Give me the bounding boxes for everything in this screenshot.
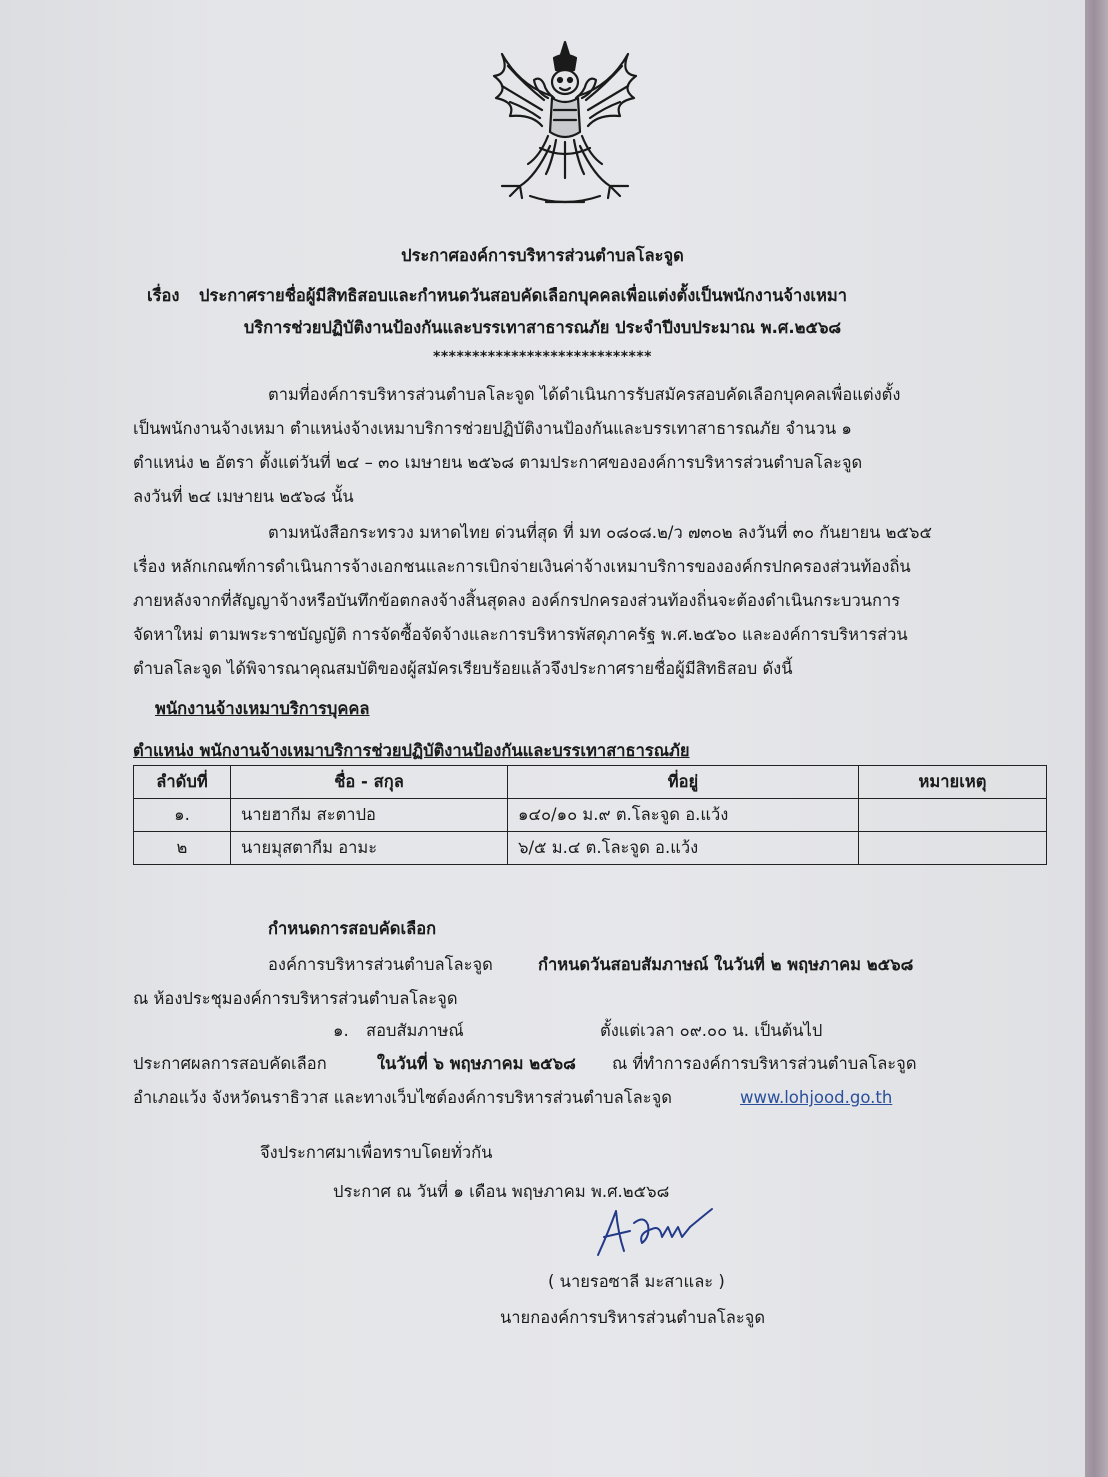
website-link[interactable]: www.lohjood.go.th: [740, 1088, 893, 1107]
result-line-a: ประกาศผลการสอบคัดเลือก: [133, 1054, 327, 1073]
exam-heading: กำหนดการสอบคัดเลือก: [268, 919, 437, 938]
exam-item-label: สอบสัมภาษณ์: [366, 1021, 464, 1040]
exam-item-time: ตั้งแต่เวลา ๐๙.๐๐ น. เป็นต้นไป: [600, 1021, 823, 1040]
subject-line-1: ประกาศรายชื่อผู้มีสิทธิสอบและกำหนดวันสอบคัดเลือกบุคคลเพื่อแต่งตั้งเป็นพนักงานจ้างเหมา: [199, 286, 848, 305]
exam-item-number: ๑.: [333, 1021, 349, 1040]
paragraph-1-line-2: เป็นพนักงานจ้างเหมา ตำแหน่งจ้างเหมาบริการช่วยปฏิบัติงานป้องกันและบรรเทาสาธารณภัย จำนวน ๑: [133, 419, 852, 438]
subject-label: เรื่อง: [147, 286, 180, 305]
result-line-b: ในวันที่ ๖ พฤษภาคม ๒๕๖๘: [377, 1054, 576, 1073]
row-name: นายมุสตากีม อามะ: [231, 832, 508, 865]
row-address: ๖/๕ ม.๔ ต.โละจูด อ.แว้ง: [508, 832, 859, 865]
divider-stars: ****************************: [433, 349, 652, 365]
signature-image: [590, 1203, 720, 1263]
paragraph-2-line-3: ภายหลังจากที่สัญญาจ้างหรือบันทึกข้อตกลงจ้างสิ้นสุดลง องค์กรปกครองส่วนท้องถิ่นจะต้องดำเนินกระบวนการ: [133, 591, 901, 610]
paragraph-1-line-3: ตำแหน่ง ๒ อัตรา ตั้งแต่วันที่ ๒๔ – ๓๐ เมษายน ๒๕๖๘ ตามประกาศขององค์การบริหารส่วนตำบลโละจูด: [133, 453, 863, 472]
row-order: ๑.: [134, 799, 231, 832]
row-remarks: [859, 799, 1047, 832]
announcement-title: ประกาศองค์การบริหารส่วนตำบลโละจูด: [401, 246, 684, 265]
paragraph-2-line-5: ตำบลโละจูด ได้พิจารณาคุณสมบัติของผู้สมัครเรียบร้อยแล้วจึงประกาศรายชื่อผู้มีสิทธิสอบ ดังนี้: [133, 659, 793, 678]
candidate-table: [133, 765, 1047, 865]
result-line-2: อำเภอแว้ง จังหวัดนราธิวาส และทางเว็บไซต์องค์การบริหารส่วนตำบลโละจูด: [133, 1088, 672, 1107]
table-row: [134, 799, 1047, 832]
closing-line-1: จึงประกาศมาเพื่อทราบโดยทั่วกัน: [260, 1143, 493, 1162]
paragraph-2-line-4: จัดหาใหม่ ตามพระราชบัญญัติ การจัดซื้อจัดจ้างและการบริหารพัสดุภาครัฐ พ.ศ.๒๕๖๐ และองค์การบริหารส่วน: [133, 625, 908, 644]
paragraph-1-line-1: ตามที่องค์การบริหารส่วนตำบลโละจูด ได้ดำเนินการรับสมัครสอบคัดเลือกบุคคลเพื่อแต่งตั้ง: [268, 385, 901, 404]
signer-title: นายกองค์การบริหารส่วนตำบลโละจูด: [500, 1308, 766, 1327]
signer-name: ( นายรอซาลี มะสาและ ): [548, 1272, 725, 1291]
exam-line-1-b: กำหนดวันสอบสัมภาษณ์ ในวันที่ ๒ พฤษภาคม ๒๕๖๘: [538, 955, 914, 974]
subject-line-2: บริการช่วยปฏิบัติงานป้องกันและบรรเทาสาธารณภัย ประจำปีงบประมาณ พ.ศ.๒๕๖๘: [243, 318, 842, 337]
row-remarks: [859, 832, 1047, 865]
row-order: ๒: [134, 832, 231, 865]
section-heading: พนักงานจ้างเหมาบริการบุคคล: [155, 699, 370, 718]
header-address: ที่อยู่: [508, 766, 859, 799]
table-header-row: [134, 766, 1047, 799]
garuda-emblem-icon: [480, 36, 650, 214]
paragraph-2-line-2: เรื่อง หลักเกณฑ์การดำเนินการจ้างเอกชนและการเบิกจ่ายเงินค่าจ้างเหมาบริการขององค์กรปกครองส่วนท้องถิ่น: [133, 557, 911, 576]
header-name: ชื่อ - สกุล: [231, 766, 508, 799]
exam-line-2: ณ ห้องประชุมองค์การบริหารส่วนตำบลโละจูด: [133, 989, 458, 1008]
exam-line-1-a: องค์การบริหารส่วนตำบลโละจูด: [268, 955, 493, 974]
result-line-c: ณ ที่ทำการองค์การบริหารส่วนตำบลโละจูด: [612, 1054, 917, 1073]
position-line: ตำแหน่ง พนักงานจ้างเหมาบริการช่วยปฏิบัติงานป้องกันและบรรเทาสาธารณภัย: [133, 741, 690, 760]
paragraph-1-line-4: ลงวันที่ ๒๔ เมษายน ๒๕๖๘ นั้น: [133, 487, 354, 506]
header-remarks: หมายเหตุ: [859, 766, 1047, 799]
table-row: [134, 832, 1047, 865]
closing-date-line: ประกาศ ณ วันที่ ๑ เดือน พฤษภาคม พ.ศ.๒๕๖๘: [333, 1182, 670, 1201]
background-surface: [1085, 0, 1108, 1477]
row-name: นายฮากีม สะตาปอ: [231, 799, 508, 832]
row-address: ๑๔๐/๑๐ ม.๙ ต.โละจูด อ.แว้ง: [508, 799, 859, 832]
header-order: ลำดับที่: [134, 766, 231, 799]
paragraph-2-line-1: ตามหนังสือกระทรวง มหาดไทย ด่วนที่สุด ที่ มท ๐๘๐๘.๒/ว ๗๓๐๒ ลงวันที่ ๓๐ กันยายน ๒๕๖๕: [268, 523, 932, 542]
